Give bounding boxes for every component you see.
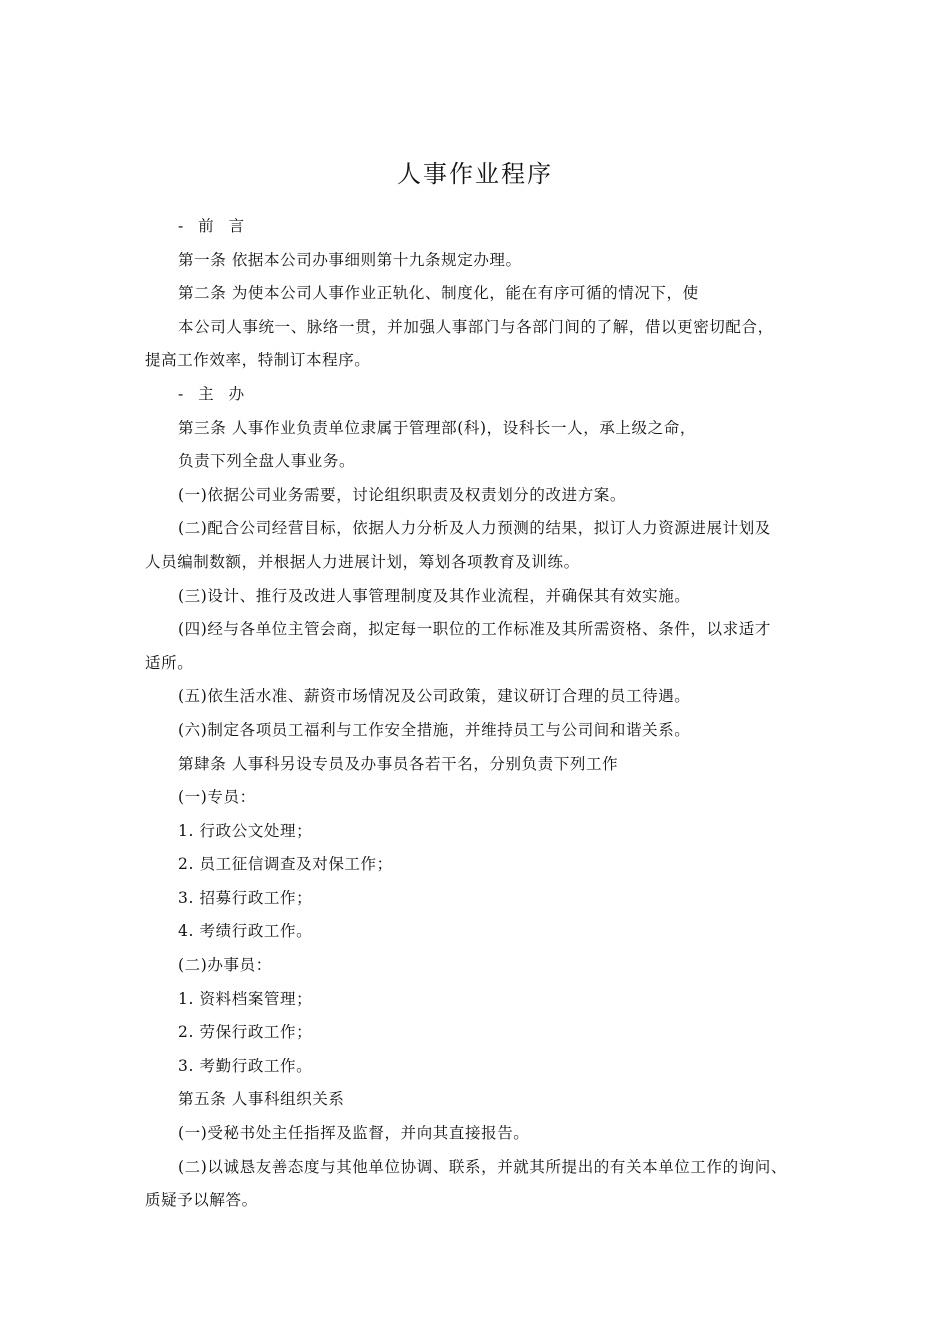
document-body: [145, 210, 825, 1218]
text-line: 第肆条 人事科另设专员及办事员各若干名，分别负责下列工作: [178, 754, 619, 773]
text-line: (二)以诚恳友善态度与其他单位协调、联系，并就其所提出的有关本单位工作的询问、: [178, 1157, 787, 1176]
text-line: (五)依生活水准、薪资市场情况及公司政策，建议研订合理的员工待遇。: [178, 687, 691, 706]
text-line: (四)经与各单位主管会商，拟定每一职位的工作标准及其所需资格、条件，以求适才: [178, 620, 771, 639]
section-heading: - 前 言: [178, 217, 250, 235]
text-line: 2. 劳保行政工作；: [178, 1023, 313, 1042]
text-line: 适所。: [145, 653, 194, 672]
text-line: (三)设计、推行及改进人事管理制度及其作业流程，并确保其有效实施。: [178, 586, 691, 605]
text-line: (一)受秘书处主任指挥及监督，并向其直接报告。: [178, 1124, 530, 1143]
text-line: (二)配合公司经营目标，依据人力分析及人力预测的结果，拟订人力资源进展计划及: [178, 519, 771, 538]
text-line: 第二条 为使本公司人事作业正轨化、制度化，能在有序可循的情况下，使: [178, 284, 699, 303]
document-title: 人事作业程序: [397, 160, 553, 188]
text-line: (一)专员：: [178, 788, 256, 807]
text-line: 提高工作效率，特制订本程序。: [145, 351, 371, 370]
text-line: (六)制定各项员工福利与工作安全措施，并维持员工与公司间和谐关系。: [178, 720, 691, 739]
text-line: 第一条 依据本公司办事细则第十九条规定办理。: [178, 250, 522, 269]
text-line: 3. 考勤行政工作。: [178, 1056, 313, 1075]
text-line: 1. 资料档案管理；: [178, 989, 313, 1008]
text-line: 负责下列全盘人事业务。: [178, 452, 356, 471]
text-line: 3. 招募行政工作；: [178, 888, 313, 907]
section-heading: - 主 办: [178, 384, 250, 403]
text-line: (一)依据公司业务需要，讨论组织职责及权责划分的改进方案。: [178, 485, 626, 504]
text-line: 第三条 人事作业负责单位隶属于管理部(科)，设科长一人，承上级之命，: [178, 418, 696, 437]
text-line: 质疑予以解答。: [145, 1191, 258, 1210]
text-line: 第五条 人事科组织关系: [178, 1090, 345, 1109]
text-line: 本公司人事统一、脉络一贯，并加强人事部门与各部门间的了解，借以更密切配合，: [178, 317, 774, 336]
text-line: 4. 考绩行政工作。: [178, 922, 313, 941]
text-line: 2. 员工征信调查及对保工作；: [178, 855, 393, 874]
text-line: 人员编制数额，并根据人力进展计划，筹划各项教育及训练。: [145, 552, 580, 571]
text-line: 1. 行政公文处理；: [178, 821, 313, 840]
text-line: (二)办事员：: [178, 956, 272, 975]
